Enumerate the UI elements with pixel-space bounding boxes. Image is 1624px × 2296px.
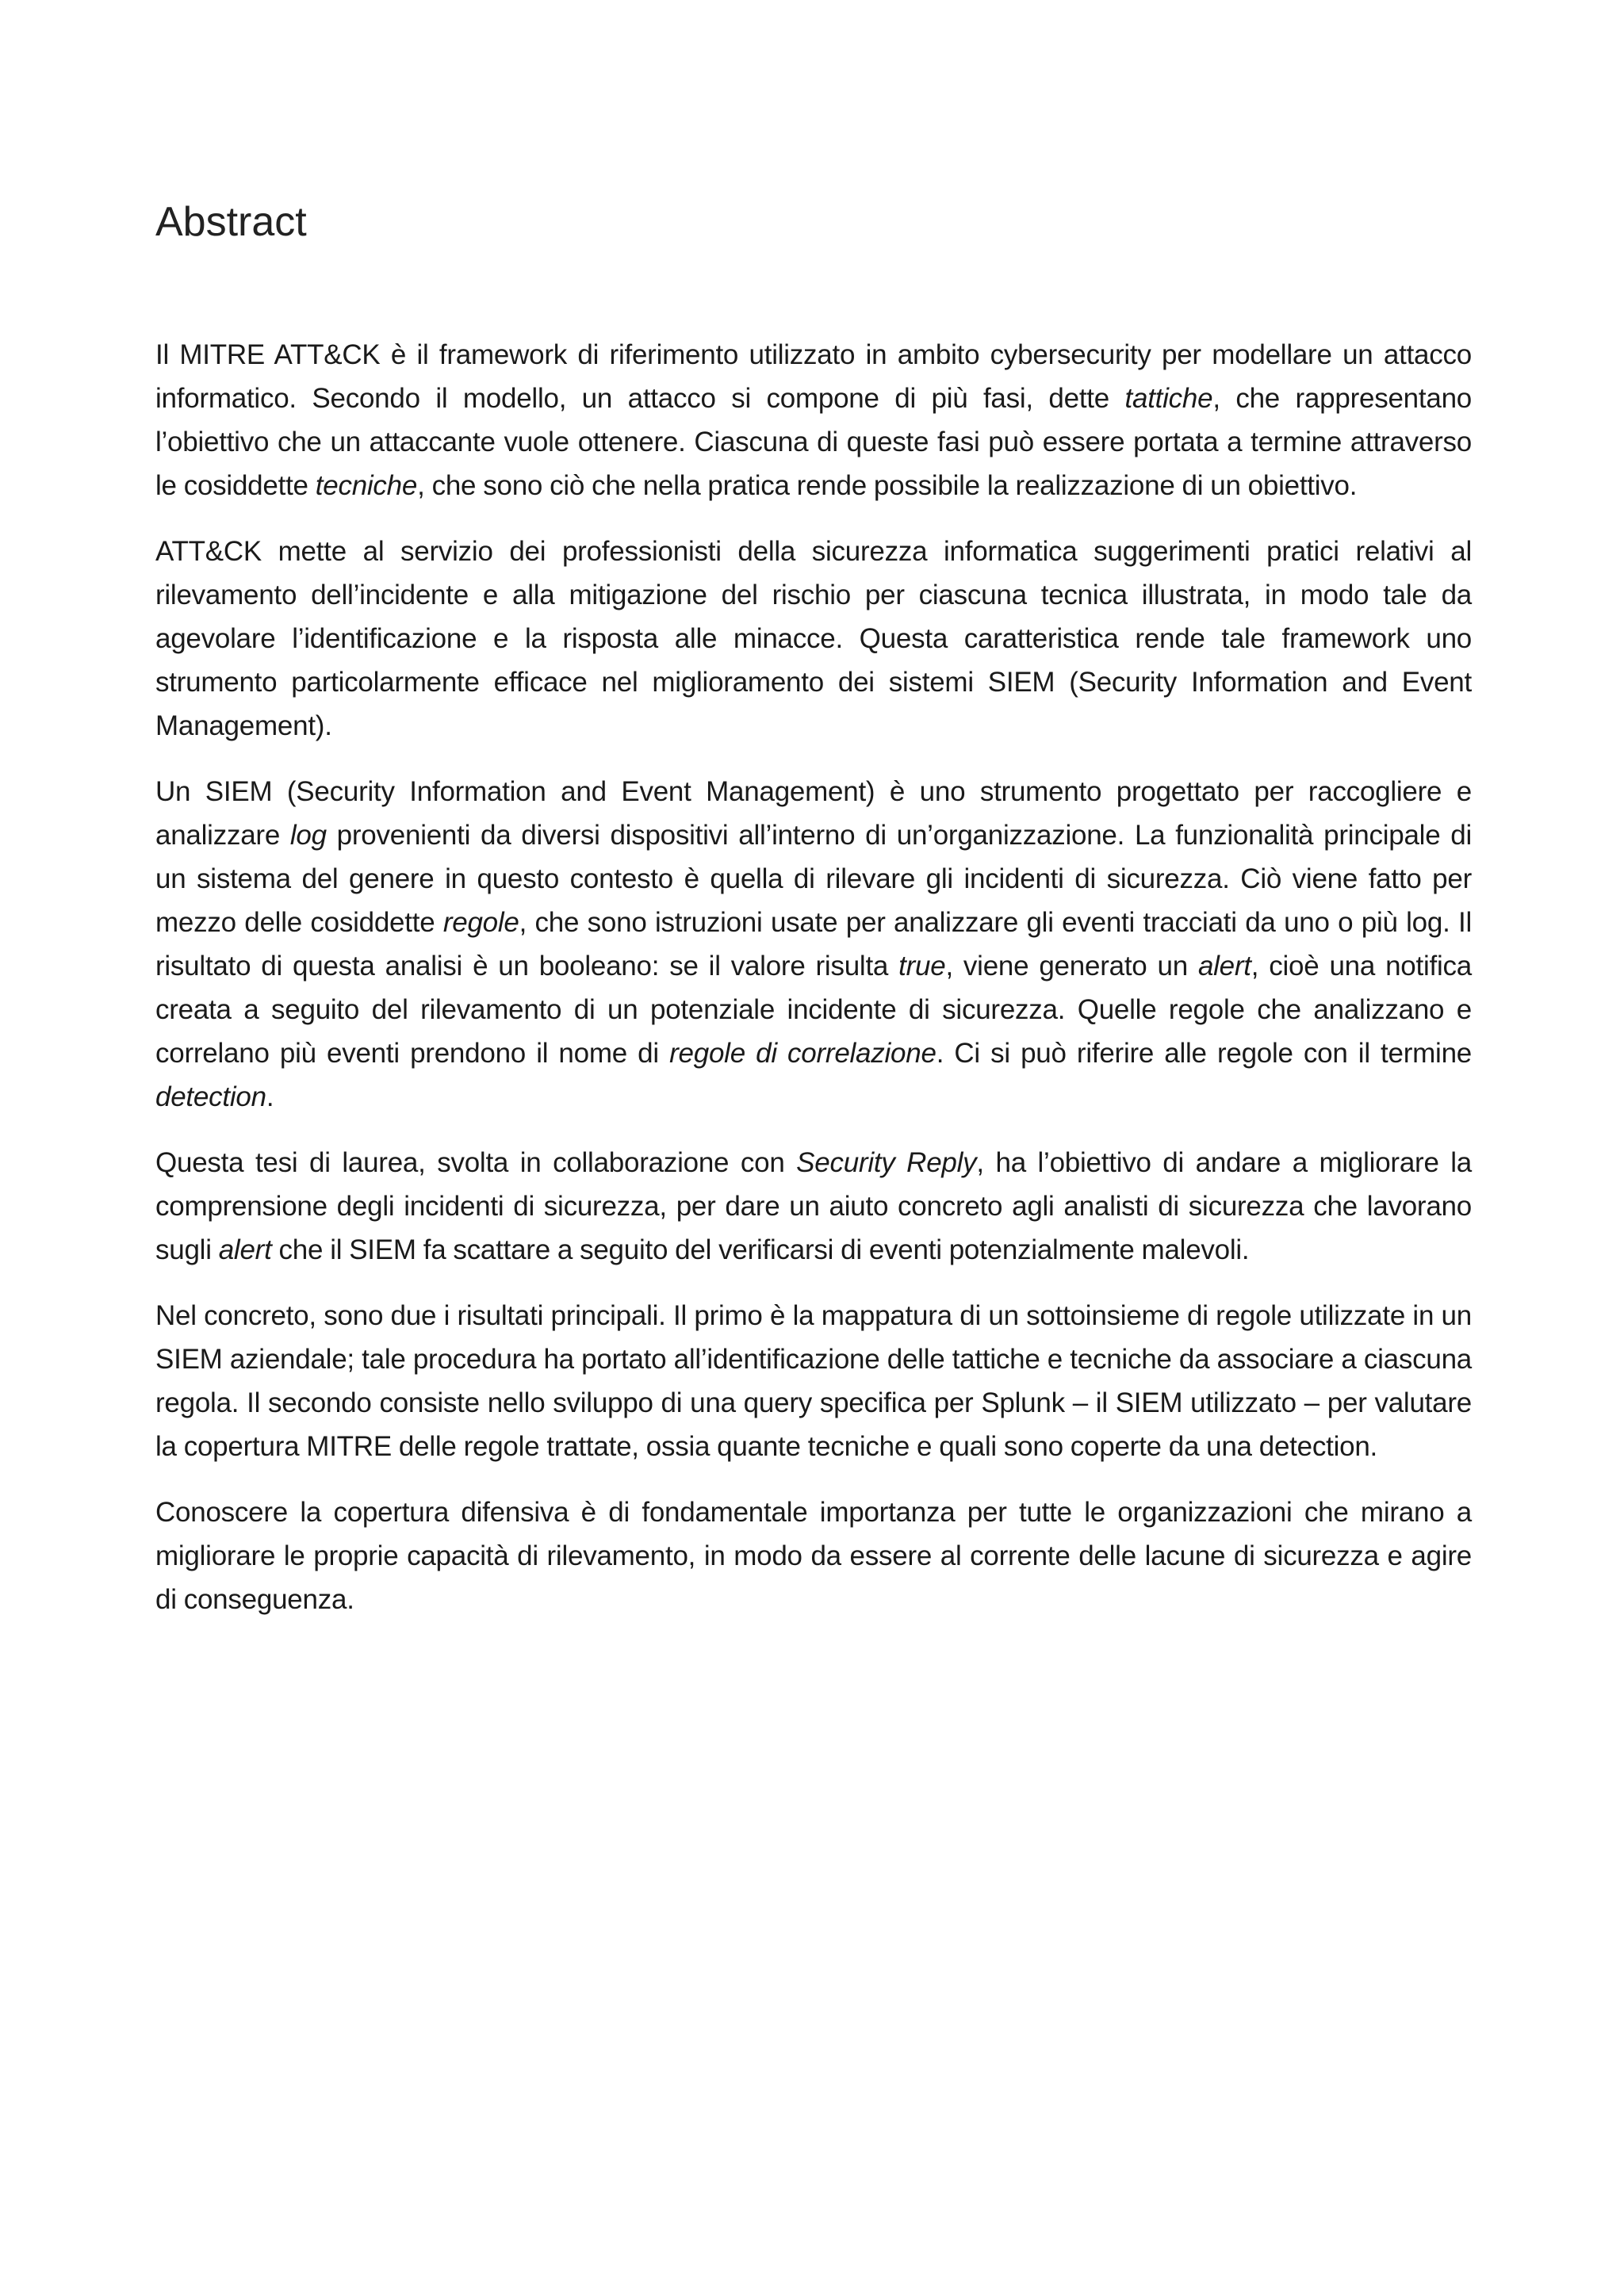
paragraph-1 xyxy=(155,333,1472,507)
emphasized-term: detection xyxy=(155,1081,266,1112)
abstract-body xyxy=(155,333,1472,1644)
emphasized-term: alert xyxy=(218,1234,272,1265)
text-run: , che rappresentano l’obiettivo che un attaccante vuole ottenere. Ciascuna di queste fasi può essere portata a termine attraverso le cosiddette xyxy=(155,383,1472,501)
text-run: Conoscere la copertura difensiva è di fondamentale importanza per tutte le organizzazioni che mirano a migliorare le proprie capacità di rilevamento, in modo da essere al corrente delle lacune di sicurezza e agire di conseguenza. xyxy=(155,1497,1472,1615)
text-run: Un SIEM (Security Information and Event Management) è uno strumento progettato per raccogliere e analizzare xyxy=(155,776,1472,851)
paragraph-6 xyxy=(155,1490,1472,1621)
text-run: , cioè una notifica creata a seguito del rilevamento di un potenziale incidente di sicurezza. Quelle regole che analizzano e correlano più eventi prendono il nome di xyxy=(155,951,1472,1069)
text-run: , ha l’obiettivo di andare a migliorare la comprensione degli incidenti di sicurezza, per dare un aiuto concreto agli analisti di sicurezza che lavorano sugli xyxy=(155,1147,1472,1265)
text-run: che il SIEM fa scattare a seguito del verificarsi di eventi potenzialmente malevoli. xyxy=(271,1234,1250,1265)
paragraph-5 xyxy=(155,1294,1472,1468)
text-run: ATT&CK mette al servizio dei professionisti della sicurezza informatica suggerimenti pratici relativi al rilevamento dell’incidente e alla mitigazione del rischio per ciascuna tecnica illustrata, in modo tale da agevolare l’identificazione e la risposta alle minacce. Questa caratteristica rende tale framework uno strumento particolarmente efficace nel miglioramento dei sistemi SIEM (Security Information and Event Management). xyxy=(155,536,1472,741)
emphasized-term: regole di correlazione xyxy=(669,1038,936,1069)
emphasized-term: alert xyxy=(1197,951,1251,982)
text-run: Nel concreto, sono due i risultati principali. Il primo è la mappatura di un sottoinsieme di regole utilizzate in un SIEM aziendale; tale procedura ha portato all’identificazione delle tattiche e tecniche da associare a ciascuna regola. Il secondo consiste nello sviluppo di una query specifica per Splunk – il SIEM utilizzato – per valutare la copertura MITRE delle regole trattate, ossia quante tecniche e quali sono coperte da una detection. xyxy=(155,1300,1472,1462)
emphasized-term: regole xyxy=(442,907,519,938)
paragraph-2 xyxy=(155,530,1472,748)
document-page xyxy=(155,0,1472,2296)
text-run: provenienti da diversi dispositivi all’interno di un’organizzazione. La funzionalità principale di un sistema del genere in questo contesto è quella di rilevare gli incidenti di sicurezza. Ciò viene fatto per mezzo delle cosiddette xyxy=(155,820,1472,938)
text-run: . Ci si può riferire alle regole con il termine xyxy=(936,1038,1473,1069)
page-title: Abstract xyxy=(155,199,307,245)
text-run: . xyxy=(266,1081,274,1112)
text-run: Questa tesi di laurea, svolta in collaborazione con xyxy=(155,1147,797,1178)
paragraph-3 xyxy=(155,770,1472,1119)
emphasized-term: log xyxy=(289,820,327,851)
emphasized-term: tattiche xyxy=(1124,383,1213,414)
emphasized-term: Security Reply xyxy=(796,1147,977,1178)
paragraph-4 xyxy=(155,1141,1472,1272)
text-run: , viene generato un xyxy=(945,951,1198,982)
text-run: , che sono istruzioni usate per analizzare gli eventi tracciati da uno o più log. Il risultato di questa analisi è un booleano: se il valore risulta xyxy=(155,907,1472,982)
text-run: Il MITRE ATT&CK è il framework di riferimento utilizzato in ambito cybersecurity per modellare un attacco informatico. Secondo il modello, un attacco si compone di più fasi, dette xyxy=(155,339,1472,414)
text-run: , che sono ciò che nella pratica rende possibile la realizzazione di un obiettivo. xyxy=(417,470,1358,501)
emphasized-term: true xyxy=(898,951,946,982)
emphasized-term: tecniche xyxy=(315,470,418,501)
